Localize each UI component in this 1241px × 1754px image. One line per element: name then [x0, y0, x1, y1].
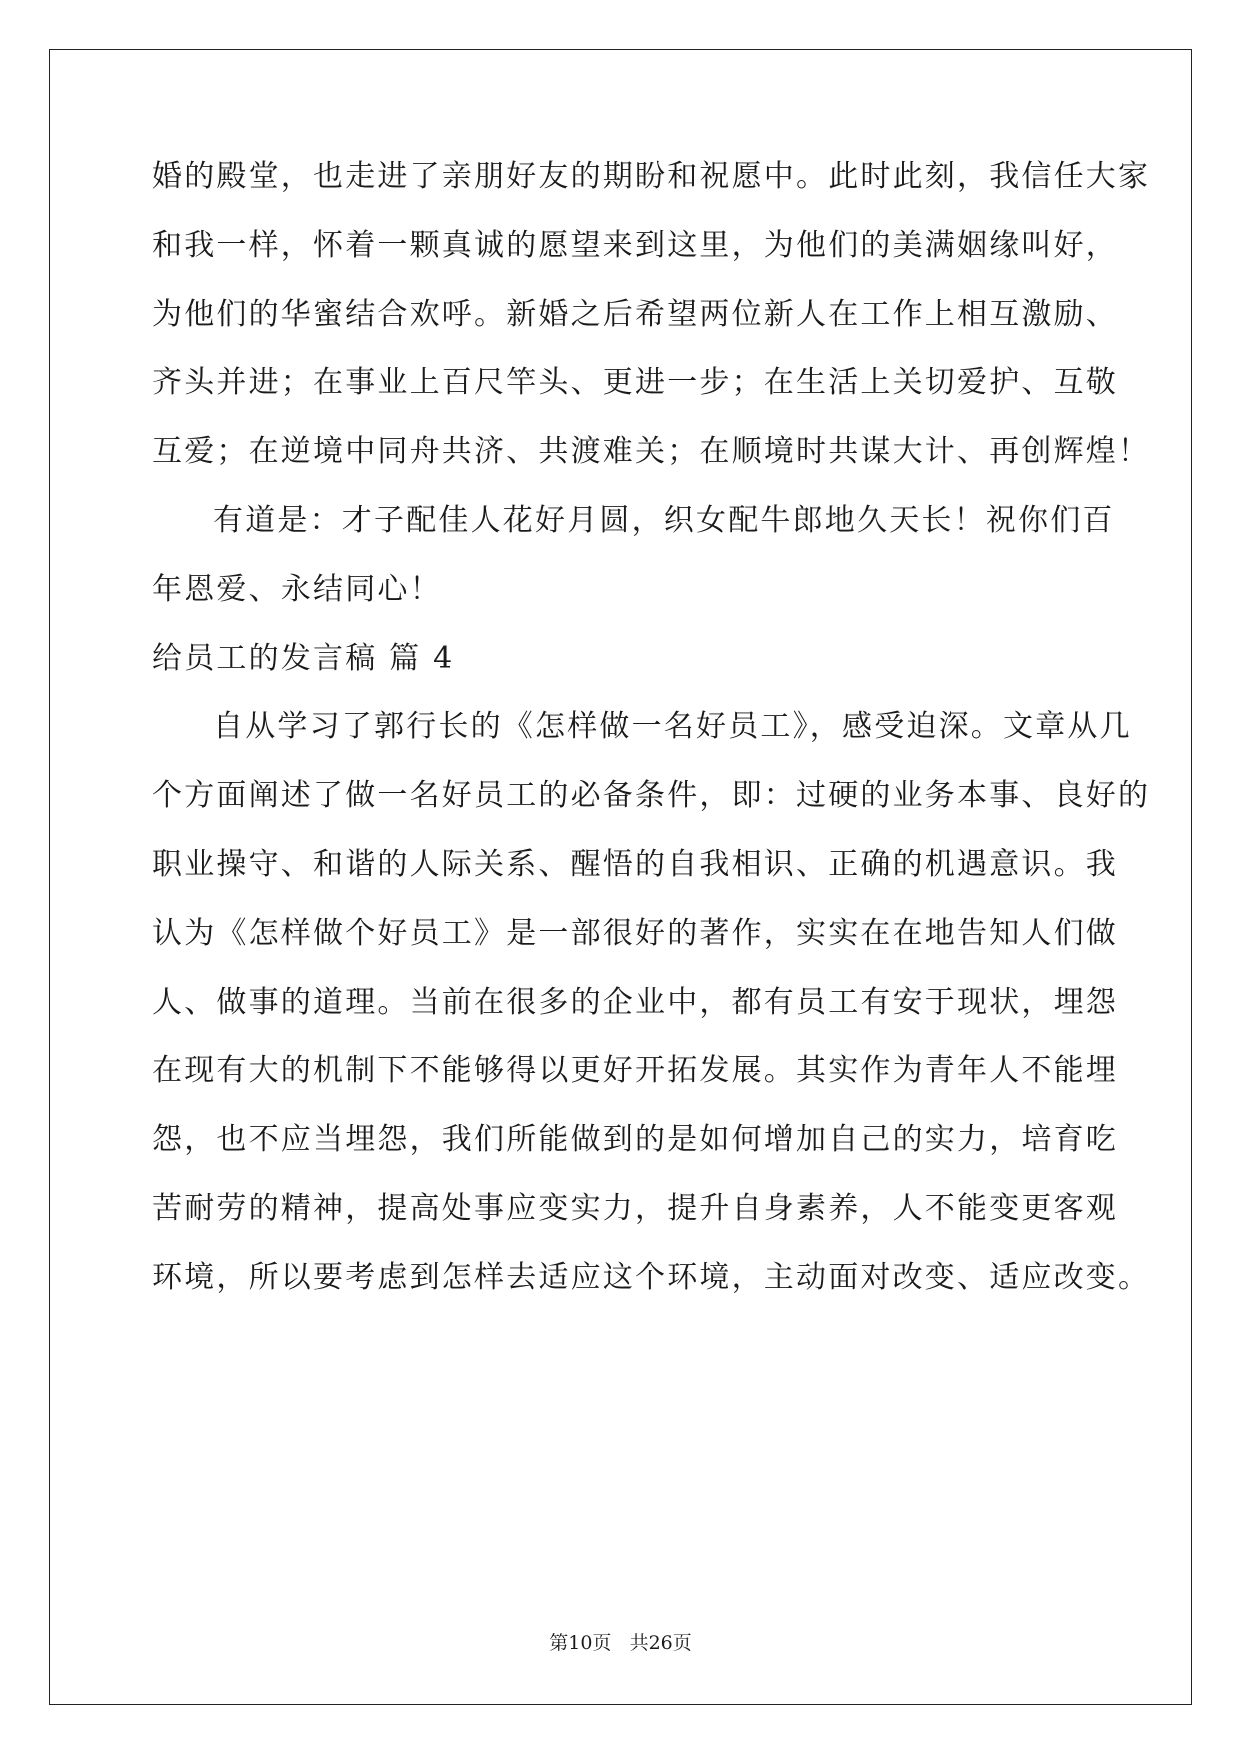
text-line-9: 自从学习了郭行长的《怎样做一名好员工》，感受迫深。文章从几 — [213, 709, 1132, 744]
text-line-15: 怨，也不应当埋怨，我们所能做到的是如何增加自己的实力，培育吃 — [152, 1122, 1118, 1157]
text-line-13: 人、做事的道理。当前在很多的企业中，都有员工有安于现状，埋怨 — [152, 985, 1118, 1020]
text-line-7: 年恩爱、永结同心！ — [152, 572, 442, 607]
text-line-17: 环境，所以要考虑到怎样去适应这个环境，主动面对改变、适应改变。 — [152, 1260, 1151, 1295]
text-line-14: 在现有大的机制下不能够得以更好开拓发展。其实作为青年人不能埋 — [152, 1053, 1118, 1088]
text-line-1: 婚的殿堂，也走进了亲朋好友的期盼和祝愿中。此时此刻，我信任大家 — [152, 159, 1151, 194]
text-line-6: 有道是：才子配佳人花好月圆，织女配牛郎地久天长！祝你们百 — [213, 503, 1115, 538]
section-heading: 给员工的发言稿 篇 4 — [152, 641, 455, 676]
text-line-11: 职业操守、和谐的人际关系、醒悟的自我相识、正确的机遇意识。我 — [152, 847, 1118, 882]
text-line-10: 个方面阐述了做一名好员工的必备条件，即：过硬的业务本事、良好的 — [152, 778, 1151, 813]
text-line-2: 和我一样，怀着一颗真诚的愿望来到这里，为他们的美满姻缘叫好， — [152, 228, 1118, 263]
text-line-5: 互爱；在逆境中同舟共济、共渡难关；在顺境时共谋大计、再创辉煌！ — [152, 434, 1151, 469]
text-line-12: 认为《怎样做个好员工》是一部很好的著作，实实在在地告知人们做 — [152, 916, 1118, 951]
page-footer — [0, 1631, 1241, 1655]
page-number: 第10页 — [549, 1632, 612, 1654]
text-line-16: 苦耐劳的精神，提高处事应变实力，提升自身素养，人不能变更客观 — [152, 1191, 1118, 1226]
page-total: 共26页 — [629, 1632, 692, 1654]
text-line-4: 齐头并进；在事业上百尺竿头、更进一步；在生活上关切爱护、互敬 — [152, 365, 1118, 400]
text-line-3: 为他们的华蜜结合欢呼。新婚之后希望两位新人在工作上相互激励、 — [152, 297, 1118, 332]
